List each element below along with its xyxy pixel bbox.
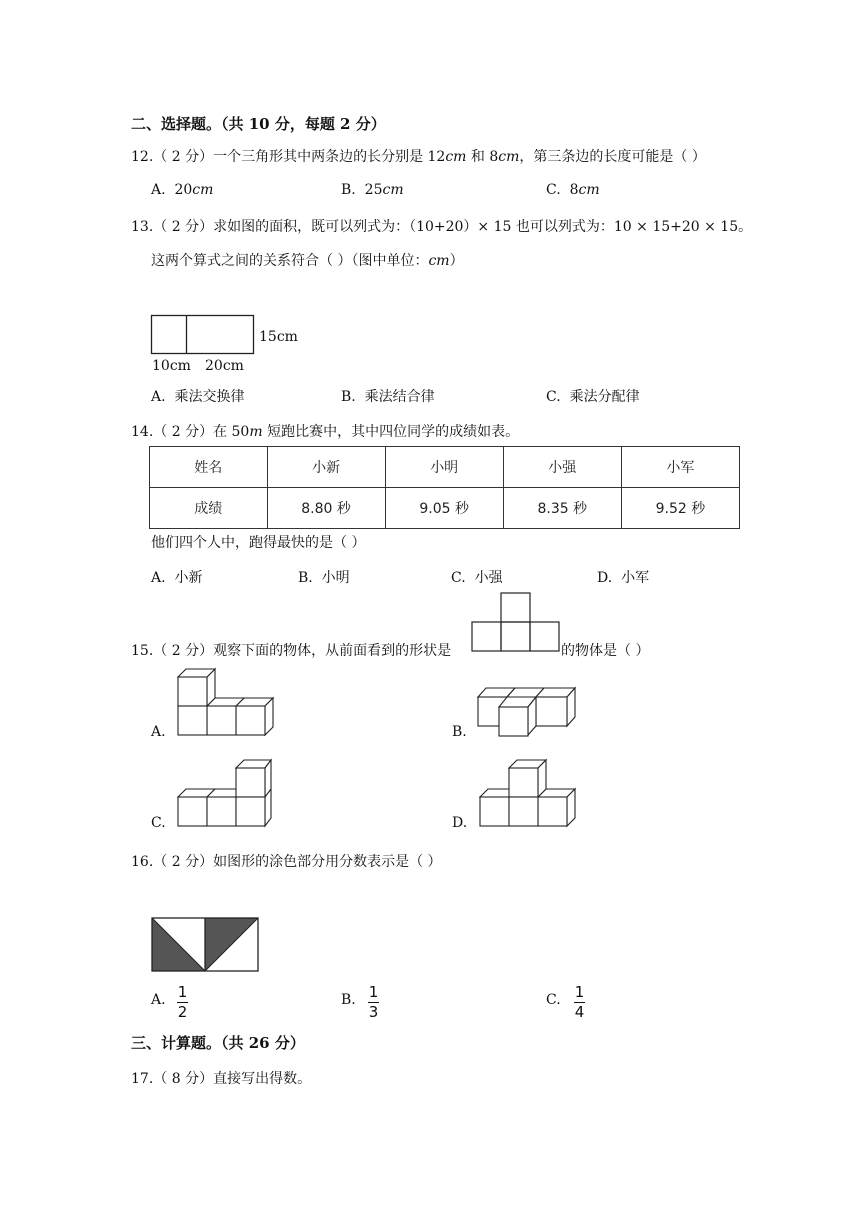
- figure-left-width-label: 10cm: [152, 358, 191, 374]
- question-12-option-b[interactable]: B. 25cm: [341, 182, 404, 198]
- question-16-option-a-label[interactable]: A.: [151, 992, 166, 1008]
- fraction-one-third[interactable]: [368, 985, 379, 1020]
- fraction-numerator: 1: [368, 983, 379, 1001]
- table-cell: 成绩: [150, 488, 268, 529]
- question-15-stem-b: 的物体是（ ）: [561, 643, 650, 659]
- figure-right-width-label: 20cm: [205, 358, 244, 374]
- table-cell: 小新: [267, 447, 385, 488]
- question-13-stem-line2: 这两个算式之间的关系符合（ ）（图中单位：cm）: [151, 253, 464, 269]
- section-title-calculation: 三、计算题。（共 26 分）: [131, 1034, 305, 1052]
- table-cell: 小强: [503, 447, 621, 488]
- question-14-option-c[interactable]: C. 小强: [451, 570, 503, 586]
- table-cell: 姓名: [150, 447, 268, 488]
- fraction-denominator: 3: [368, 1003, 379, 1021]
- question-13-option-c[interactable]: C. 乘法分配律: [546, 389, 640, 405]
- question-14-stem: 14.（ 2 分）在 50m 短跑比赛中，其中四位同学的成绩如表。: [131, 424, 520, 440]
- question-16-stem: 16.（ 2 分）如图形的涂色部分用分数表示是（ ）: [131, 854, 442, 870]
- question-13-stem-line1: 13.（ 2 分）求如图的面积，既可以列式为：（10+20）× 15 也可以列式为：10 × 15+20 × 15。: [131, 219, 753, 235]
- question-14-option-b[interactable]: B. 小明: [298, 570, 350, 586]
- question-15-option-d[interactable]: D.: [452, 815, 468, 831]
- figure-height-label: 15cm: [259, 329, 298, 345]
- table-cell: 9.05 秒: [385, 488, 503, 529]
- question-15-option-b[interactable]: B.: [452, 724, 467, 740]
- fraction-numerator: 1: [574, 983, 585, 1001]
- question-15-option-a[interactable]: A.: [151, 724, 166, 740]
- fraction-one-quarter[interactable]: [574, 985, 585, 1020]
- question-16-option-b-label[interactable]: B.: [341, 992, 356, 1008]
- fraction-one-half[interactable]: [177, 985, 188, 1020]
- section-title-choice: 二、选择题。（共 10 分，每题 2 分）: [131, 115, 386, 133]
- question-16-option-c-label[interactable]: C.: [546, 992, 561, 1008]
- question-14-option-a[interactable]: A. 小新: [151, 570, 203, 586]
- question-12-option-c[interactable]: C. 8cm: [546, 182, 600, 198]
- question-12-option-a[interactable]: A. 20cm: [151, 182, 214, 198]
- table-cell: 小明: [385, 447, 503, 488]
- fraction-denominator: 4: [574, 1003, 585, 1021]
- fraction-denominator: 2: [177, 1003, 188, 1021]
- question-15-stem-a: 15.（ 2 分）观察下面的物体，从前面看到的形状是: [131, 643, 452, 659]
- question-14-question: 他们四个人中，跑得最快的是（ ）: [151, 535, 366, 551]
- question-14-option-d[interactable]: D. 小军: [597, 570, 650, 586]
- question-12-stem: 12.（ 2 分）一个三角形其中两条边的长分别是 12cm 和 8cm，第三条边的长度可能是（ ）: [131, 149, 706, 165]
- question-17-stem: 17.（ 8 分）直接写出得数。: [131, 1071, 312, 1087]
- table-cell: 8.80 秒: [267, 488, 385, 529]
- question-15-option-c[interactable]: C.: [151, 815, 166, 831]
- table-cell: 8.35 秒: [503, 488, 621, 529]
- fraction-numerator: 1: [177, 983, 188, 1001]
- table-cell: 小军: [621, 447, 739, 488]
- question-13-option-a[interactable]: A. 乘法交换律: [151, 389, 245, 405]
- question-13-option-b[interactable]: B. 乘法结合律: [341, 389, 435, 405]
- table-cell: 9.52 秒: [621, 488, 739, 529]
